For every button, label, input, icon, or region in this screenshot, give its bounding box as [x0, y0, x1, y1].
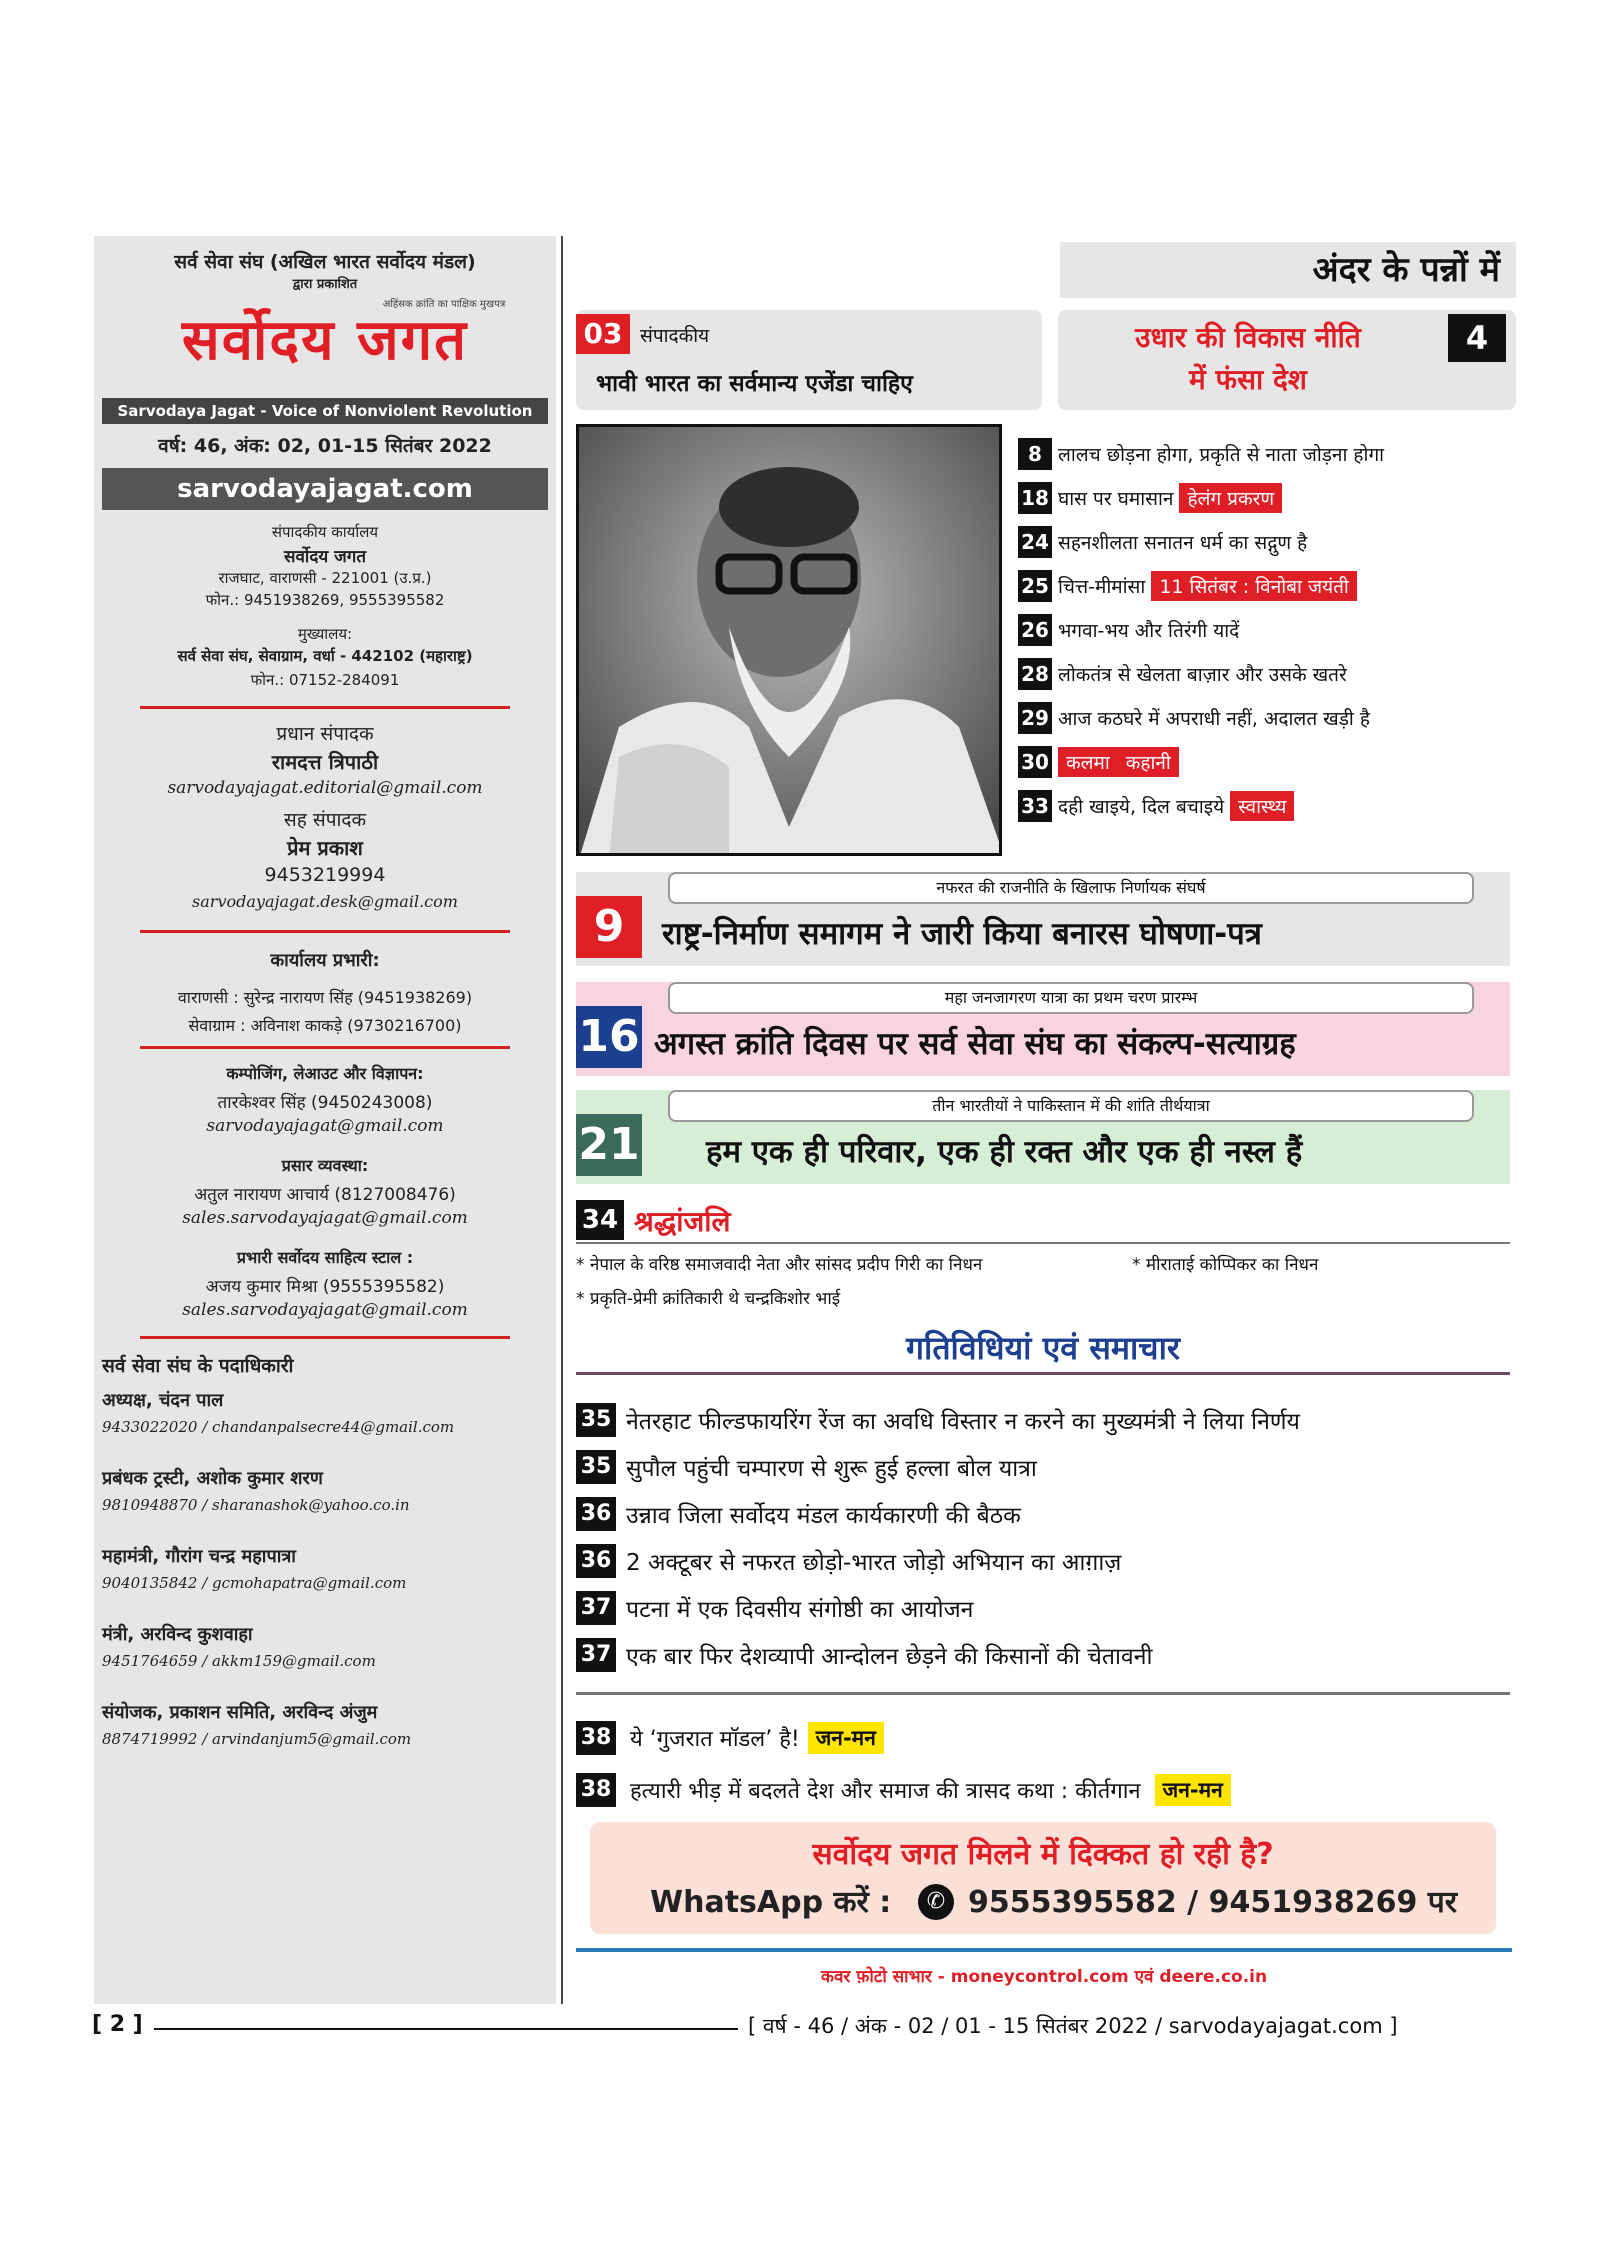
- contents-item[interactable]: [1018, 476, 1518, 520]
- news-item[interactable]: [576, 1490, 1516, 1537]
- masthead-title: सर्वोदय जगत: [181, 308, 469, 373]
- divider: [576, 1242, 1510, 1244]
- official-contact[interactable]: 8874719992 / arvindanjum5@gmail.com: [102, 1730, 412, 1748]
- divider: [140, 706, 510, 709]
- page-number: 8: [1018, 438, 1052, 470]
- divider: [140, 930, 510, 933]
- masthead-column: [94, 236, 556, 2004]
- official-entry: [102, 1466, 552, 1544]
- contents-item[interactable]: [1018, 652, 1518, 696]
- whatsapp-heading: सर्वोदय जगत मिलने में दिक्कत हो रही है?: [812, 1837, 1274, 1872]
- editorial-label: संपादकीय: [640, 325, 710, 347]
- category-tag: हेलंग प्रकरण: [1179, 483, 1282, 513]
- photo-credit: कवर फ़ोटो साभार - moneycontrol.com एवं deere.co.in: [820, 1967, 1268, 1987]
- contents-item[interactable]: [1018, 608, 1518, 652]
- official-role: महामंत्री, गौरांग चन्द्र महापात्रा: [102, 1546, 296, 1567]
- masthead-subtitle: Sarvodaya Jagat - Voice of Nonviolent Revolution: [102, 398, 548, 424]
- item-title: लालच छोड़ना होगा, प्रकृति से नाता जोड़ना होगा: [1058, 444, 1385, 466]
- category-tag: स्वास्थ्य: [1230, 791, 1294, 821]
- banner-story[interactable]: [576, 1090, 1510, 1184]
- news-title: सुपौल पहुंची चम्पारण से शुरू हुई हल्ला बोल यात्रा: [626, 1455, 1037, 1482]
- banner-page-number: 21: [576, 1114, 642, 1176]
- head-office-heading: मुख्यालय:: [297, 625, 353, 643]
- officials-list: [102, 1388, 552, 1778]
- page-number: [ 2 ]: [92, 2012, 143, 2037]
- whatsapp-icon: ✆: [918, 1884, 954, 1920]
- janman-tag: जन-मन: [1155, 1774, 1231, 1806]
- contents-item[interactable]: [1018, 696, 1518, 740]
- editorial-box[interactable]: [576, 310, 1042, 410]
- page-number: 29: [1018, 702, 1052, 734]
- whatsapp-prefix: WhatsApp करें :: [650, 1885, 892, 1920]
- co-editor-phone: 9453219994: [264, 864, 386, 886]
- editorial-page-number: 03: [576, 314, 630, 354]
- co-editor-role: सह संपादक: [283, 809, 367, 831]
- janman-title: हत्यारी भीड़ में बदलते देश और समाज की त्रासद कथा : कीर्तगान: [630, 1779, 1141, 1804]
- divider: [576, 1948, 1512, 1952]
- contents-list: [1018, 432, 1518, 828]
- news-title: पटना में एक दिवसीय संगोष्ठी का आयोजन: [626, 1596, 974, 1623]
- item-title: चित्त-मीमांसा: [1058, 576, 1146, 598]
- page-number: 18: [1018, 482, 1052, 514]
- page-number: 28: [1018, 658, 1052, 690]
- page-number: 38: [576, 1773, 616, 1807]
- contents-item[interactable]: [1018, 564, 1518, 608]
- official-entry: [102, 1622, 552, 1700]
- divider: [576, 1372, 1510, 1375]
- tribute-item[interactable]: * मीराताई कोप्पिकर का निधन: [1132, 1255, 1319, 1275]
- official-entry: [102, 1700, 552, 1778]
- composing-email[interactable]: sarvodayajagat@gmail.com: [206, 1116, 444, 1136]
- circulation-heading: प्रसार व्यवस्था:: [281, 1156, 369, 1175]
- head-office-address: सर्व सेवा संघ, सेवाग्राम, वर्धा - 442102 (महाराष्ट्र): [177, 647, 473, 665]
- janman-item[interactable]: [576, 1712, 1516, 1764]
- contents-item[interactable]: [1018, 520, 1518, 564]
- divider: [140, 1336, 510, 1339]
- composing-heading: कम्पोजिंग, लेआउट और विज्ञापन:: [226, 1064, 424, 1083]
- head-office-phone: फोन.: 07152-284091: [250, 671, 400, 689]
- official-role: अध्यक्ष, चंदन पाल: [102, 1390, 224, 1411]
- banner-story[interactable]: [576, 872, 1510, 966]
- page-number: 24: [1018, 526, 1052, 558]
- circulation-email[interactable]: sales.sarvodayajagat@gmail.com: [182, 1208, 468, 1228]
- news-item[interactable]: [576, 1396, 1516, 1443]
- banner-page-number: 9: [576, 896, 642, 958]
- stall-name: अजय कुमार मिश्रा (9555395582): [205, 1277, 445, 1297]
- publisher-name: सर्व सेवा संघ (अखिल भारत सर्वोदय मंडल): [174, 251, 476, 273]
- banner-kicker: नफरत की राजनीति के खिलाफ निर्णायक संघर्ष: [668, 872, 1474, 904]
- column-divider: [561, 236, 563, 2004]
- contents-heading: अंदर के पन्नों में: [1060, 242, 1516, 298]
- office-incharge-varanasi: वाराणसी : सुरेन्द्र नारायण सिंह (9451938269): [177, 988, 473, 1007]
- official-contact[interactable]: 9451764659 / akkm159@gmail.com: [102, 1652, 376, 1670]
- whatsapp-box: [590, 1822, 1496, 1934]
- publisher-note: द्वारा प्रकाशित: [292, 277, 358, 292]
- office-incharge-sevagram: सेवाग्राम : अविनाश काकड़े (9730216700): [188, 1016, 462, 1035]
- whatsapp-numbers[interactable]: 9555395582 / 9451938269 पर: [968, 1885, 1458, 1920]
- vinoba-portrait-image: [579, 427, 1002, 856]
- composing-name: तारकेश्वर सिंह (9450243008): [217, 1093, 433, 1113]
- footer-info: [ वर्ष - 46 / अंक - 02 / 01 - 15 सितंबर 2022 / sarvodayajagat.com ]: [748, 2014, 1398, 2038]
- officials-heading: सर्व सेवा संघ के पदाधिकारी: [102, 1355, 294, 1377]
- page-number: 35: [576, 1403, 616, 1437]
- contents-item[interactable]: [1018, 740, 1518, 784]
- item-title: लोकतंत्र से खेलता बाज़ार और उसके खतरे: [1058, 664, 1347, 686]
- tribute-item[interactable]: * नेपाल के वरिष्ठ समाजवादी नेता और सांसद प्रदीप गिरी का निधन: [576, 1255, 983, 1275]
- page-number: 37: [576, 1591, 616, 1625]
- website-banner[interactable]: sarvodayajagat.com: [102, 468, 548, 510]
- official-role: मंत्री, अरविन्द कुशवाहा: [102, 1624, 253, 1645]
- contents-item[interactable]: [1018, 784, 1518, 828]
- news-title: एक बार फिर देशव्यापी आन्दोलन छेड़ने की किसानों की चेतावनी: [626, 1643, 1153, 1670]
- banner-title: राष्ट्र-निर्माण समागम ने जारी किया बनारस घोषणा-पत्र: [662, 916, 1262, 952]
- page-number: 33: [1018, 790, 1052, 822]
- banner-story[interactable]: [576, 982, 1510, 1076]
- editorial-title: भावी भारत का सर्वमान्य एजेंडा चाहिए: [596, 371, 913, 397]
- feature-title-line1: उधार की विकास नीति: [1135, 321, 1361, 354]
- issue-info: वर्ष: 46, अंक: 02, 01-15 सितंबर 2022: [158, 435, 492, 457]
- banner-title: हम एक ही परिवार, एक ही रक्त और एक ही नस्ल हैं: [706, 1134, 1303, 1170]
- page-number: 25: [1018, 570, 1052, 602]
- tagline: अहिंसक क्रांति का पाक्षिक मुखपत्र: [382, 299, 506, 310]
- editorial-office-phone: फोन.: 9451938269, 9555395582: [205, 591, 445, 609]
- news-item[interactable]: [576, 1443, 1516, 1490]
- page-number: 36: [576, 1497, 616, 1531]
- banner-kicker: तीन भारतीयों ने पाकिस्तान में की शांति तीर्थयात्रा: [668, 1090, 1474, 1122]
- chief-editor-name: रामदत्त त्रिपाठी: [271, 750, 379, 774]
- editorial-office-name: सर्वोदय जगत: [283, 547, 367, 567]
- janman-title: ये ‘गुजरात मॉडल’ है!: [630, 1727, 800, 1752]
- circulation-name: अतुल नारायण आचार्य (8127008476): [194, 1185, 456, 1205]
- divider: [576, 1692, 1510, 1695]
- tribute-item[interactable]: * प्रकृति-प्रेमी क्रांतिकारी थे चन्द्रकिशोर भाई: [576, 1289, 841, 1309]
- stall-email[interactable]: sales.sarvodayajagat@gmail.com: [182, 1300, 468, 1320]
- stall-heading: प्रभारी सर्वोदय साहित्य स्टाल :: [236, 1248, 414, 1267]
- page-number: 36: [576, 1544, 616, 1578]
- item-title: घास पर घमासान: [1058, 488, 1174, 510]
- official-role: प्रबंधक ट्रस्टी, अशोक कुमार शरण: [102, 1468, 323, 1489]
- feature-box[interactable]: [1058, 310, 1516, 410]
- editorial-office-heading: संपादकीय कार्यालय: [271, 523, 379, 541]
- tribute-heading: श्रद्धांजलि: [634, 1205, 731, 1238]
- item-title: कलमा: [1058, 747, 1118, 777]
- office-incharge-heading: कार्यालय प्रभारी:: [270, 950, 380, 971]
- official-role: संयोजक, प्रकाशन समिति, अरविन्द अंजुम: [102, 1702, 378, 1723]
- news-item[interactable]: [576, 1631, 1516, 1678]
- editorial-office-address: राजघाट, वाराणसी - 221001 (उ.प्र.): [218, 569, 432, 587]
- news-item[interactable]: [576, 1537, 1516, 1584]
- category-tag: 11 सितंबर : विनोबा जयंती: [1151, 571, 1357, 601]
- janman-tag: जन-मन: [808, 1722, 884, 1754]
- item-title: भगवा-भय और तिरंगी यादें: [1058, 620, 1240, 642]
- page-number: 26: [1018, 614, 1052, 646]
- news-heading: गतिविधियां एवं समाचार: [906, 1329, 1180, 1367]
- item-title: दही खाइये, दिल बचाइये: [1058, 796, 1225, 818]
- page-number: 37: [576, 1638, 616, 1672]
- banner-page-number: 16: [576, 1006, 642, 1068]
- co-editor-name: प्रेम प्रकाश: [287, 836, 363, 860]
- page-number: 30: [1018, 746, 1052, 778]
- news-title: नेतरहाट फील्डफायरिंग रेंज का अवधि विस्तार न करने का मुख्यमंत्री ने लिया निर्णय: [626, 1408, 1300, 1435]
- page-number: 35: [576, 1450, 616, 1484]
- item-title: आज कठघरे में अपराधी नहीं, अदालत खड़ी है: [1058, 708, 1370, 730]
- divider: [140, 1046, 510, 1049]
- news-title: 2 अक्टूबर से नफरत छोड़ो-भारत जोड़ो अभियान का आग़ाज़: [626, 1549, 1122, 1576]
- news-title: उन्नाव जिला सर्वोदय मंडल कार्यकारणी की बैठक: [626, 1502, 1021, 1529]
- official-entry: [102, 1544, 552, 1622]
- news-item[interactable]: [576, 1584, 1516, 1631]
- janman-item[interactable]: [576, 1764, 1516, 1816]
- footer-rule: [154, 2028, 738, 2030]
- official-entry: [102, 1388, 552, 1466]
- item-title: सहनशीलता सनातन धर्म का सद्गुण है: [1058, 532, 1308, 554]
- page-number: 38: [576, 1721, 616, 1755]
- chief-editor-email[interactable]: sarvodayajagat.editorial@gmail.com: [167, 778, 483, 798]
- banner-title: अगस्त क्रांति दिवस पर सर्व सेवा संघ का संकल्प-सत्याग्रह: [654, 1026, 1296, 1062]
- news-list: [576, 1396, 1516, 1678]
- cover-photo: [576, 424, 1002, 856]
- official-contact[interactable]: 9810948870 / sharanashok@yahoo.co.in: [102, 1496, 410, 1514]
- official-contact[interactable]: 9040135842 / gcmohapatra@gmail.com: [102, 1574, 407, 1592]
- official-contact[interactable]: 9433022020 / chandanpalsecre44@gmail.com: [102, 1418, 455, 1436]
- feature-page-number: 4: [1448, 314, 1506, 362]
- tribute-page-number: 34: [576, 1200, 624, 1240]
- janman-list: [576, 1712, 1516, 1816]
- contents-item[interactable]: [1018, 432, 1518, 476]
- chief-editor-role: प्रधान संपादक: [276, 723, 374, 745]
- feature-title-line2: में फंसा देश: [1189, 363, 1307, 396]
- co-editor-email[interactable]: sarvodayajagat.desk@gmail.com: [192, 892, 458, 911]
- tribute-section: [576, 1200, 1510, 1380]
- banner-kicker: महा जनजागरण यात्रा का प्रथम चरण प्रारम्भ: [668, 982, 1474, 1014]
- category-tag: कहानी: [1118, 747, 1179, 777]
